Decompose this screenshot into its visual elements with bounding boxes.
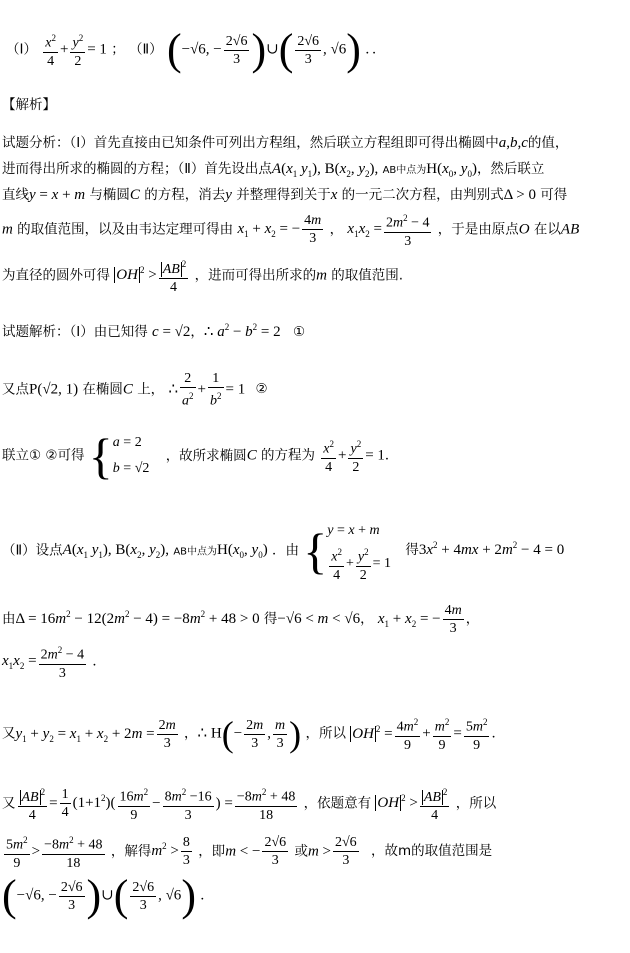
- answer-end: ．．: [365, 41, 386, 58]
- analysis-text: 的方程，消去: [144, 187, 226, 203]
- analysis-line-4: m 的取值范围，以及由韦达定理可得由 $x_1 + x_2$ = − $\frac{4m}{3}$ ， $x_1x_2$ = $\frac{2m^2 - 4}{3}$ ，于是由原点O 在以AB: [2, 210, 579, 250]
- solution-line-7: 又$y_1 + y_2 = x_1 + x_2 + 2m$ = $\frac{2m}{3}$ ，∴ H(− $\frac{2m}{3}$ , $\frac{m}{3}$ ) ，所以 OH $^2$ = $\frac{4m^2}{9}$ + $\frac{m^2}{9}$ = $\frac{5m^2}{9}$ ．: [2, 714, 505, 754]
- analysis-text: 的取值范围，以及由韦达定理可得由: [17, 221, 234, 238]
- answer-line: （Ⅰ） $\frac{x^2}{4}$ + $\frac{y^2}{2}$ = 1 ； （Ⅱ） (−√6, − $\frac{2√6}{3}$ )∪( $\frac{2√6}{3}$ , √6) ．．: [6, 25, 386, 74]
- analysis-text: 并整理得到关于: [236, 187, 331, 203]
- solution-text: ．: [92, 653, 106, 670]
- analysis-text: 进而得出所求的椭圆的方程；（Ⅱ）首先设出点: [2, 161, 272, 177]
- analysis-text: 可得: [540, 187, 568, 203]
- solution-text: ，依题意有: [303, 795, 372, 812]
- solution-line-4: （Ⅱ）设点$A(x_1$ $y_1$), $B(x_2$, $y_2$), AB中点为$H(x_0$, $y_0$) ．由 { y = x + m $\frac{x^2}{4}$ + $\frac{y^2}{2}$ = 1 得$3x^2 + 4mx + 2m^2 - 4 = 0$: [2, 522, 565, 583]
- solution-text: 上，: [137, 381, 165, 398]
- solution-text: ．由: [271, 542, 299, 559]
- solution-text: 或: [294, 843, 308, 860]
- jiexi-heading: 【解析】: [2, 97, 56, 113]
- analysis-text: 直线: [2, 187, 29, 203]
- solution-text: ，解得: [110, 843, 152, 860]
- solution-text: 得: [263, 611, 278, 627]
- circled-two: ②: [255, 381, 268, 398]
- solution-text: ，故m的取值范围是: [370, 843, 493, 860]
- solution-text: 联立① ②可得: [2, 447, 85, 464]
- solution-text: （Ⅰ）由已知得: [69, 324, 148, 340]
- solution-text: 得: [405, 542, 419, 559]
- solution-line-3: 联立① ②可得 { a = 2 b = √2 ，故所求椭圆C 的方程为 $\frac{x^2}{4}$ + $\frac{y^2}{2}$ = 1．: [2, 428, 399, 484]
- analysis-text: 的一元二次方程，由判别式: [341, 187, 504, 203]
- analysis-text: （Ⅰ）首先直接由已知条件可列出方程组，然后联立方程组即可得出椭圆中: [69, 135, 499, 151]
- analysis-text: 为直径的圆外可得: [2, 267, 110, 284]
- solution-text: AB中点为: [173, 546, 218, 558]
- solution-line-6: $x_1x_2$ = $\frac{2m^2 - 4}{3}$ ．: [2, 642, 106, 682]
- solution-text: 在椭圆: [82, 381, 123, 398]
- solution-line-2: 又点P(√2, 1) 在椭圆C 上， ∴ $\frac{2}{a^2}$ + $\frac{1}{b^2}$ = 1 ②: [2, 371, 268, 409]
- solution-text: ，所以: [455, 795, 497, 812]
- solution-text: ，故所求椭圆: [165, 447, 247, 464]
- analysis-line-3: 直线y = x + m 与椭圆C 的方程，消去y 并整理得到关于x 的一元二次方程，由判别式Δ > 0 可得: [2, 187, 568, 203]
- solution-line-1: 试题解析：（Ⅰ）由已知得 c = √2，∴ $a^2 - b^2 = 2$ ①: [2, 322, 306, 340]
- analysis-text: 与椭圆: [89, 187, 130, 203]
- analysis-text: 的取值范围.: [331, 267, 404, 284]
- analysis-line-5: 为直径的圆外可得 OH $^2$ > $\frac{AB ^2}{4}$ ，进而可得出所求的m 的取值范围.: [2, 256, 403, 296]
- solution-text: ，即: [198, 843, 226, 860]
- analysis-label: 试题分析：: [2, 135, 70, 151]
- analysis-text: ，于是由原点: [437, 221, 519, 238]
- analysis-text: AB中点为: [382, 165, 427, 176]
- solution-text: ．: [200, 887, 214, 904]
- analysis-text: 的值，: [527, 135, 569, 151]
- solution-label: 试题解析：: [2, 324, 70, 340]
- analysis-text: ，然后联立: [476, 161, 545, 177]
- solution-line-8: 又 $\frac{AB ^2}{4}$ = $\frac{1}{4}$ $(1+1^2)$( $\frac{16m^2}{9}$ − $\frac{8m^2 -16}{3}$ ) = $\frac{-8m^2 + 48}{18}$ ，依题意有 OH $^2$ > $\frac{AB ^2}{4}$ ，所以: [2, 784, 496, 824]
- solution-line-5: 由$\Delta = 16m^2 - 12(2m^2 - 4) = -8m^2 + 48 > 0$ 得−√6 < m < √6， $x_1 + x_2$ = − $\frac{4m}{3}$ ，: [2, 603, 480, 636]
- solution-line-9: $\frac{5m^2}{9}$ > $\frac{-8m^2 + 48}{18}$ ，解得$m^2$ > $\frac{8}{3}$ ，即m < − $\frac{2√6}{3}$ 或m > $\frac{2√6}{3}$ ，故m的取值范围是: [2, 832, 492, 872]
- analysis-line-1: 试题分析：（Ⅰ）首先直接由已知条件可列出方程组，然后联立方程组即可得出椭圆中a,b,c的值，: [2, 135, 569, 151]
- solution-text: ，所以: [305, 725, 346, 742]
- analysis-text: ，进而可得出所求的: [194, 267, 317, 284]
- answer-part1: （Ⅰ）: [6, 41, 37, 58]
- solution-text: 又: [2, 795, 16, 812]
- solution-text: （Ⅱ）设点: [2, 542, 63, 559]
- solution-text: 又: [2, 725, 16, 742]
- analysis-line-2: 进而得出所求的椭圆的方程；（Ⅱ）首先设出点$A(x_1$ $y_1$), $B(x_2$, $y_2$), AB中点为$H(x_0$, $y_0$)，然后联立: [2, 161, 545, 179]
- circled-one: ①: [292, 324, 306, 340]
- analysis-text: 在以: [533, 221, 561, 238]
- solution-text: 又点: [2, 381, 29, 398]
- answer-part2: （Ⅱ）: [129, 41, 163, 58]
- solution-line-10: (−√6, − $\frac{2√6}{3}$ )∪( $\frac{2√6}{3}$ , √6) ．: [2, 871, 214, 920]
- solution-text: 的方程为: [261, 447, 315, 464]
- solution-text: 由: [2, 611, 16, 627]
